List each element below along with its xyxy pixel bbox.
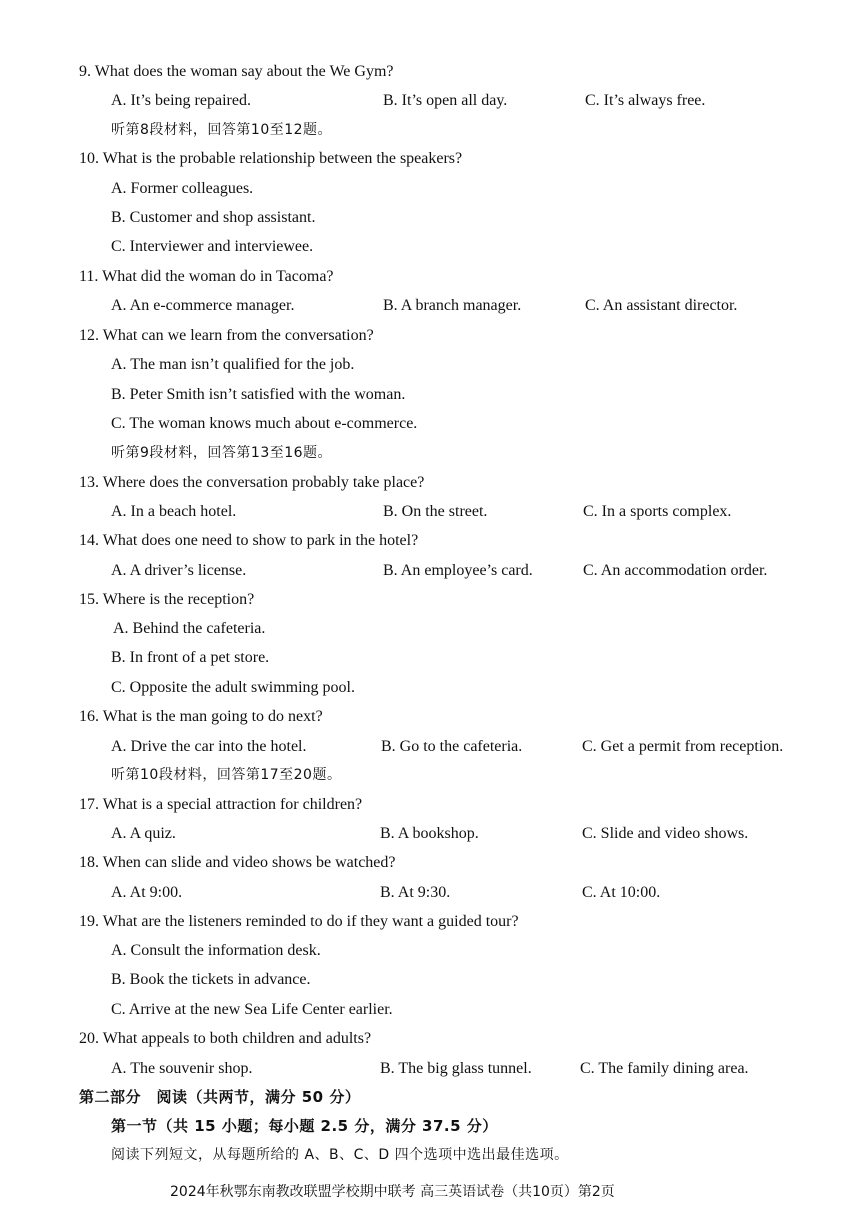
option-a: A. A quiz. [111,825,176,842]
question-14-stem: 14. What does one need to show to park in the hotel? [79,532,419,549]
question-17-stem: 17. What is a special attraction for children? [79,796,363,813]
option-c: C. An assistant director. [585,297,738,314]
question-10-option-c: C. Interviewer and interviewee. [111,238,314,255]
question-16-stem: 16. What is the man going to do next? [79,708,323,725]
option-a: A. The souvenir shop. [111,1060,253,1077]
question-9-stem: 9. What does the woman say about the We Gym? [79,63,394,80]
question-18-stem: 18. When can slide and video shows be watched? [79,854,396,871]
option-c: C. It’s always free. [585,92,706,109]
option-a: A. An e-commerce manager. [111,297,295,314]
question-20-options [0,1057,868,1081]
reading-instruction: 阅读下列短文，从每题所给的 A、B、C、D 四个选项中选出最佳选项。 [111,1147,569,1163]
option-a: A. Drive the car into the hotel. [111,738,307,755]
question-18-options [0,881,868,905]
option-b: B. A branch manager. [383,297,522,314]
question-19-stem: 19. What are the listeners reminded to do if they want a guided tour? [79,913,519,930]
question-10-option-b: B. Customer and shop assistant. [111,209,316,226]
question-11-stem: 11. What did the woman do in Tacoma? [79,268,334,285]
question-15-option-b: B. In front of a pet store. [111,649,270,666]
option-a: A. In a beach hotel. [111,503,237,520]
option-b: B. It’s open all day. [383,92,508,109]
option-b: B. At 9:30. [380,884,451,901]
question-19-option-c: C. Arrive at the new Sea Life Center earlier. [111,1001,393,1018]
question-13-stem: 13. Where does the conversation probably take place? [79,474,425,491]
question-19-option-b: B. Book the tickets in advance. [111,971,311,988]
question-12-option-b: B. Peter Smith isn’t satisfied with the woman. [111,386,406,403]
question-16-options [0,735,868,759]
question-17-options [0,822,868,846]
option-a: A. At 9:00. [111,884,183,901]
section-note: 听第10段材料，回答第17至20题。 [111,767,342,783]
page-footer: 2024年秋鄂东南教改联盟学校期中联考 高三英语试卷（共10页）第2页 [170,1184,615,1200]
option-b: B. On the street. [383,503,488,520]
question-15-option-c: C. Opposite the adult swimming pool. [111,679,355,696]
question-19-option-a: A. Consult the information desk. [111,942,321,959]
question-20-stem: 20. What appeals to both children and adults? [79,1030,372,1047]
question-9-options [0,89,868,113]
option-c: C. Slide and video shows. [582,825,749,842]
option-c: C. In a sports complex. [583,503,732,520]
option-c: C. Get a permit from reception. [582,738,784,755]
question-11-options [0,294,868,318]
question-15-option-a: A. Behind the cafeteria. [113,620,266,637]
part-title: 第二部分 阅读（共两节，满分 50 分） [79,1088,361,1106]
question-12-option-c: C. The woman knows much about e-commerce. [111,415,418,432]
option-b: B. Go to the cafeteria. [381,738,523,755]
section-subtitle: 第一节（共 15 小题；每小题 2.5 分，满分 37.5 分） [111,1117,498,1135]
option-b: B. An employee’s card. [383,562,533,579]
section-note: 听第8段材料，回答第10至12题。 [111,122,333,138]
option-a: A. It’s being repaired. [111,92,251,109]
option-b: B. A bookshop. [380,825,479,842]
question-10-stem: 10. What is the probable relationship between the speakers? [79,150,463,167]
question-14-options [0,559,868,583]
option-a: A. A driver’s license. [111,562,247,579]
question-13-options [0,500,868,524]
option-c: C. An accommodation order. [583,562,768,579]
option-c: C. The family dining area. [580,1060,749,1077]
question-12-stem: 12. What can we learn from the conversation? [79,327,374,344]
section-note: 听第9段材料，回答第13至16题。 [111,445,333,461]
option-b: B. The big glass tunnel. [380,1060,532,1077]
question-15-stem: 15. Where is the reception? [79,591,255,608]
question-12-option-a: A. The man isn’t qualified for the job. [111,356,355,373]
option-c: C. At 10:00. [582,884,661,901]
question-10-option-a: A. Former colleagues. [111,180,254,197]
